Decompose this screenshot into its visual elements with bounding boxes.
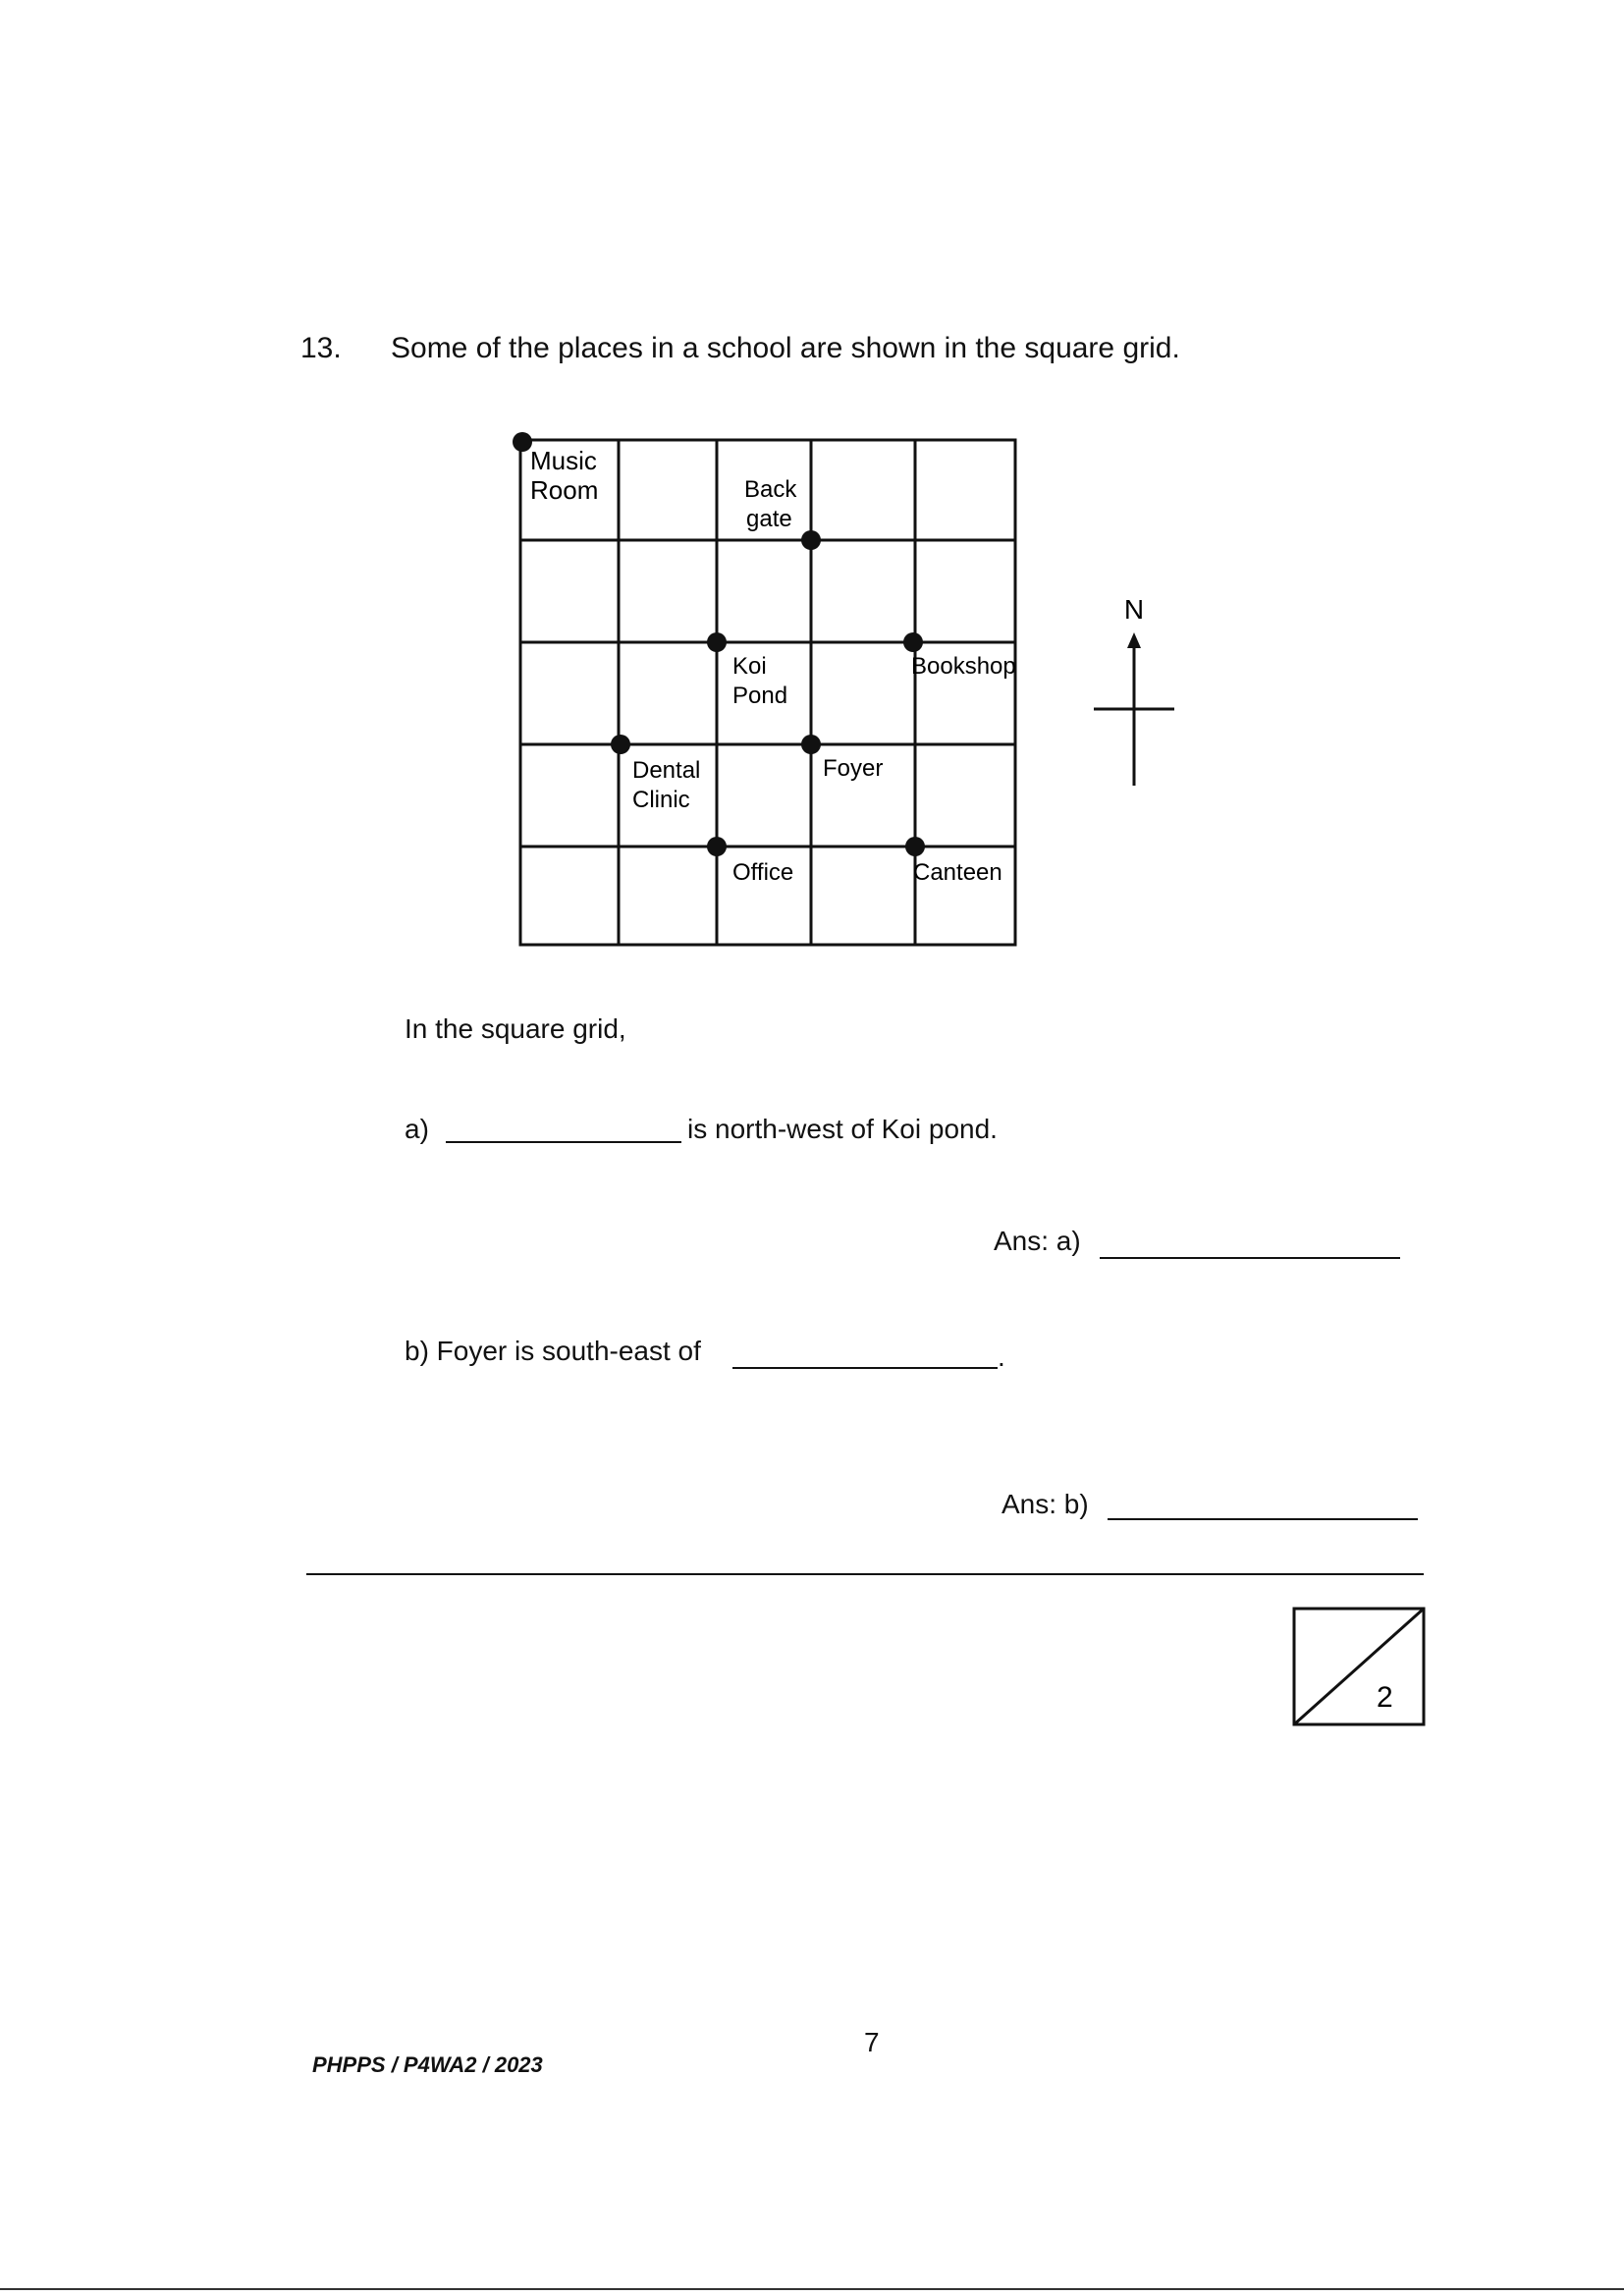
paper-code: PHPPS / P4WA2 / 2023 bbox=[312, 2052, 543, 2077]
bookshop-dot-icon bbox=[903, 632, 923, 652]
back-gate-dot-icon bbox=[801, 530, 821, 550]
place-label: Office bbox=[732, 859, 794, 886]
north-arrow-icon bbox=[1127, 632, 1141, 648]
part-b-end-punct: . bbox=[998, 1341, 1005, 1372]
answer-b-blank[interactable] bbox=[1108, 1518, 1418, 1520]
canteen-dot-icon bbox=[905, 837, 925, 856]
dental-clinic-dot-icon bbox=[611, 735, 630, 754]
place-label: Clinic bbox=[632, 787, 690, 813]
compass-icon bbox=[1080, 589, 1188, 795]
music-room-dot-icon bbox=[513, 432, 532, 452]
page-number: 7 bbox=[864, 2027, 880, 2057]
koi-pond-dot-icon bbox=[707, 632, 727, 652]
place-label: Canteen bbox=[913, 859, 1002, 886]
place-label: gate bbox=[746, 506, 792, 532]
part-a-text: is north-west of Koi pond. bbox=[687, 1114, 998, 1144]
office-dot-icon bbox=[707, 837, 727, 856]
question-number: 13. bbox=[300, 332, 342, 364]
place-label: Room bbox=[530, 475, 599, 505]
part-b-answer-blank[interactable] bbox=[732, 1367, 998, 1369]
part-a-label: a) bbox=[405, 1114, 429, 1144]
place-label: Bookshop bbox=[911, 653, 1016, 680]
answer-a-blank[interactable] bbox=[1100, 1257, 1400, 1259]
question-text: Some of the places in a school are shown in the square grid. bbox=[391, 332, 1180, 364]
marks-value: 2 bbox=[1377, 1681, 1393, 1714]
intro-text: In the square grid, bbox=[405, 1013, 626, 1044]
place-label: Foyer bbox=[823, 755, 884, 782]
part-a-answer-blank[interactable] bbox=[446, 1141, 681, 1143]
answer-b-label: Ans: b) bbox=[1001, 1489, 1089, 1519]
part-b-text: b) Foyer is south-east of bbox=[405, 1336, 701, 1366]
place-label: Pond bbox=[732, 683, 788, 709]
foyer-dot-icon bbox=[801, 735, 821, 754]
page-bottom-edge bbox=[0, 2288, 1624, 2290]
compass-north-label: N bbox=[1123, 594, 1145, 625]
marks-box bbox=[1292, 1607, 1426, 1728]
school-grid-map bbox=[511, 432, 1041, 953]
answer-a-label: Ans: a) bbox=[994, 1226, 1081, 1256]
place-label: Music bbox=[530, 446, 597, 475]
place-label: Dental bbox=[632, 757, 701, 784]
section-divider bbox=[306, 1573, 1424, 1575]
place-label: Koi bbox=[732, 653, 767, 680]
place-label: Back bbox=[744, 476, 797, 503]
